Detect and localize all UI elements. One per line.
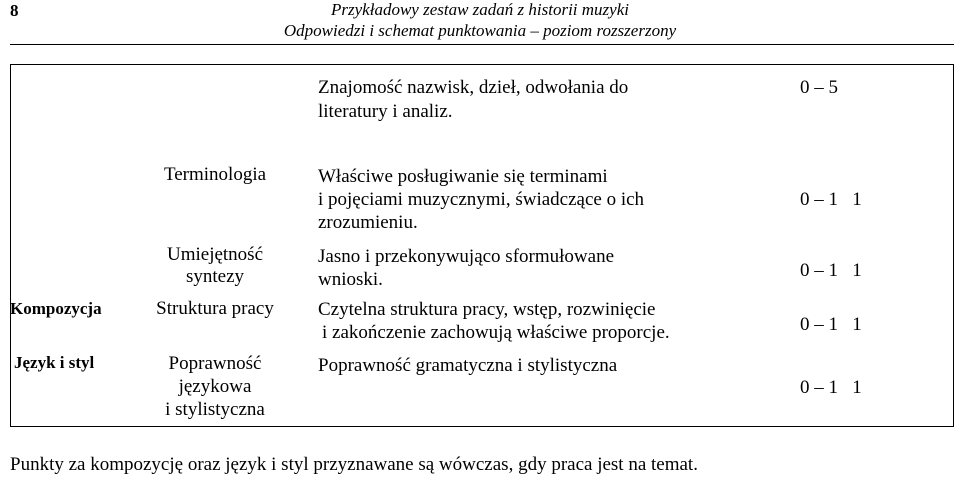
- row-2-score: 0 – 1 1: [800, 260, 862, 281]
- row-4-criterion-line-1: Poprawność: [168, 353, 262, 374]
- row-1-description-line-3: zrozumieniu.: [318, 212, 418, 233]
- row-0-score: 0 – 5: [800, 77, 838, 98]
- row-2-criterion-line-1: Umiejętność: [166, 244, 264, 265]
- row-4-category: Język i styl: [14, 353, 95, 372]
- row-2-description-line-1: Jasno i przekonywująco sformułowane: [318, 246, 615, 267]
- row-4-description: Poprawność gramatyczna i stylistyczna: [318, 355, 618, 376]
- header-rule: [10, 44, 954, 45]
- header-title-line2: Odpowiedzi i schemat punktowania – poziom rozszerzony: [283, 21, 677, 40]
- row-3-criterion: Struktura pracy: [156, 298, 274, 319]
- row-3-description-line-1: Czytelna struktura pracy, wstęp, rozwinięcie: [318, 299, 656, 320]
- row-1-score: 0 – 1 1: [800, 189, 862, 210]
- row-3-score: 0 – 1 1: [800, 314, 862, 335]
- row-0-description-line-1: Znajomość nazwisk, dzieł, odwołania do: [318, 77, 629, 98]
- row-3-description-line-2: i zakończenie zachowują właściwe proporcje.: [322, 322, 670, 343]
- row-2-description-line-2: wnioski.: [318, 269, 383, 290]
- row-4-score: 0 – 1 1: [800, 377, 862, 398]
- row-4-criterion-line-3: i stylistyczna: [165, 399, 265, 420]
- row-1-description-line-2: i pojęciami muzycznymi, świadczące o ich: [318, 189, 645, 210]
- row-1-description-line-1: Właściwe posługiwanie się terminami: [318, 166, 608, 187]
- footer-note: Punkty za kompozycję oraz język i styl przyznawane są wówczas, gdy praca jest na temat.: [10, 454, 698, 475]
- row-1-criterion: Terminologia: [163, 164, 267, 185]
- row-4-criterion-line-2: językowa: [178, 376, 252, 397]
- row-2-criterion-line-2: syntezy: [185, 266, 245, 287]
- page-number: 8: [10, 1, 19, 20]
- row-3-category: Kompozycja: [10, 299, 102, 318]
- header-title-line1: Przykładowy zestaw zadań z historii muzyki: [331, 0, 629, 19]
- row-0-description-line-2: literatury i analiz.: [318, 101, 453, 122]
